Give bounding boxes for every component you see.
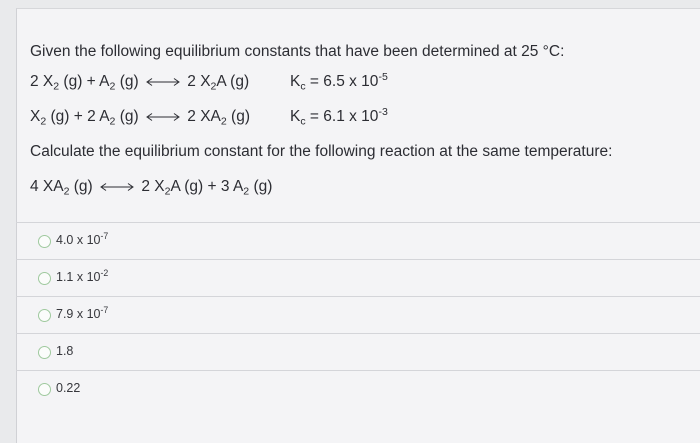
radio-button[interactable]	[38, 309, 51, 322]
reaction-1-kc: $K_c = 6.5$ x $10^{-5}$	[290, 71, 388, 93]
answer-option-1[interactable]	[16, 222, 700, 260]
answer-option-label: 1.1 x $10^{-2}$	[56, 268, 109, 284]
question-intro: Given the following equilibrium constants that have been determined at 25 °C:	[30, 43, 565, 60]
radio-button[interactable]	[38, 235, 51, 248]
question-prompt: Calculate the equilibrium constant for the following reaction at the same temperature:	[30, 143, 613, 160]
target-reaction: 4 $XA_2$ (g) 2 $X_2A$ (g) + 3 $A_2$ (g)	[30, 178, 273, 198]
equilibrium-arrow-icon	[99, 182, 135, 192]
answer-option-3[interactable]	[16, 296, 700, 334]
answer-option-label: 7.9 x $10^{-7}$	[56, 305, 109, 321]
reaction-1: 2 $X_2$ $(g) + A_2$ (g) 2 $X_2A$ (g)	[30, 73, 250, 93]
answer-option-label: 4.0 x $10^{-7}$	[56, 231, 109, 247]
answer-option-2[interactable]	[16, 259, 700, 297]
answer-option-4[interactable]	[16, 333, 700, 371]
answer-option-label: 1.8	[56, 344, 74, 358]
equilibrium-arrow-icon	[145, 77, 181, 87]
equilibrium-arrow-icon	[145, 112, 181, 122]
reaction-2-kc: $K_c = 6.1$ x $10^{-3}$	[290, 106, 388, 128]
answer-option-label: 0.22	[56, 381, 81, 395]
radio-button[interactable]	[38, 383, 51, 396]
answer-option-5[interactable]	[16, 370, 700, 408]
reaction-2: $X_2$ (g) + 2 $A_2$ (g) 2 $XA_2$ (g)	[30, 108, 250, 128]
radio-button[interactable]	[38, 346, 51, 359]
radio-button[interactable]	[38, 272, 51, 285]
